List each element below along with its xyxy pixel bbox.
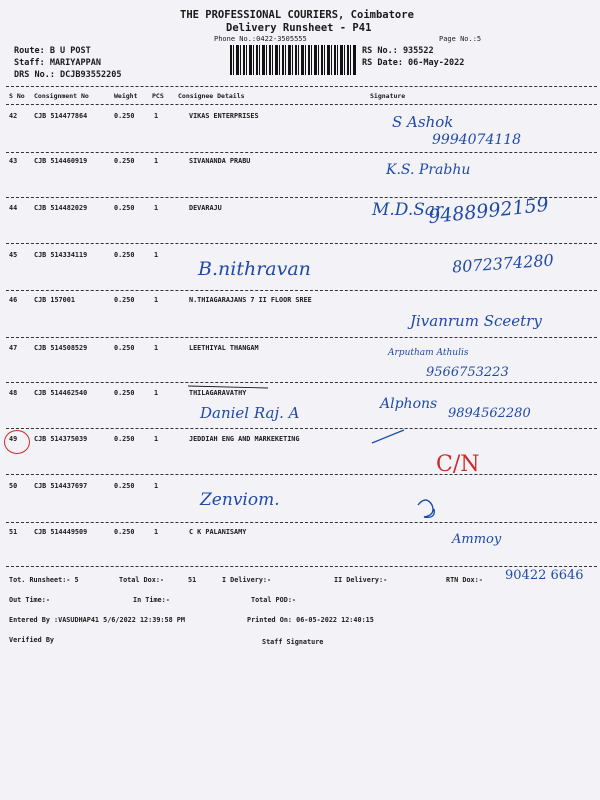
cell-weight: 0.250 [114,204,135,212]
cell-pcs: 1 [154,482,159,490]
handwritten-phone: 9488992159 [427,193,550,229]
col-consignment: Consignment No [34,92,89,100]
cell-weight: 0.250 [114,482,135,490]
cell-pcs: 1 [154,204,159,212]
cell-consignee: VIKAS ENTERPRISES [189,112,259,120]
handwritten-signature: Alphons [380,396,438,412]
rs-date: RS Date: 06-May-2022 [362,58,465,68]
staff-signature: Staff Signature [262,638,324,646]
handwritten-phone: 9894562280 [448,406,531,421]
rtn-dox: RTN Dox:- [446,576,483,584]
cell-pcs: 1 [154,344,159,352]
cell-consignment: CJB 514508529 [34,344,88,352]
cell-weight: 0.250 [114,389,135,397]
cell-consignment: CJB 514334119 [34,251,88,259]
cell-consignment: CJB 157001 [34,296,75,304]
company-name: THE PROFESSIONAL COURIERS, Coimbatore [180,9,414,21]
cell-weight: 0.250 [114,528,135,536]
handwritten-mark: C/N [436,452,480,477]
strike-line [188,386,268,388]
ii-delivery: II Delivery:- [334,576,388,584]
cell-sno: 50 [9,482,18,490]
col-pcs: PCS [152,92,164,100]
handwritten-signature: K.S. Prabhu [386,162,471,178]
handwritten-signature: Ammoy [452,532,502,547]
ink-stroke [372,430,404,443]
handwritten-signature: Jivanrum Sceetry [410,312,542,330]
ink-stroke [418,500,434,517]
col-consignee: Consignee Details [178,92,245,100]
handwritten-phone: 8072374280 [451,250,555,277]
col-sno: S No [9,92,25,100]
handwritten-phone: 9566753223 [426,365,509,380]
out-time: Out Time:- [9,596,50,604]
cell-sno: 47 [9,344,18,352]
i-delivery: I Delivery:- [222,576,272,584]
cell-weight: 0.250 [114,435,135,443]
cell-consignment: CJB 514477864 [34,112,88,120]
cell-pcs: 1 [154,528,159,536]
cell-pcs: 1 [154,389,159,397]
total-dox-value: 51 [188,576,197,584]
handwritten-signature: Zenviom. [200,490,280,510]
total-pod: Total POD:- [251,596,297,604]
cell-pcs: 1 [154,435,159,443]
col-signature: Signature [370,92,406,100]
cell-consignment: CJB 514437697 [34,482,88,490]
handwritten-signature: S Ashok [392,113,454,131]
tot-runsheet: Tot. Runsheet:- 5 [9,576,79,584]
cell-consignment: CJB 514482029 [34,204,88,212]
drs-number: DRS No.: DCJB93552205 [14,70,122,80]
cell-sno: 51 [9,528,18,536]
cell-sno: 45 [9,251,18,259]
cell-sno: 44 [9,204,18,212]
handwritten-rtn: 90422 6646 [505,568,584,583]
cell-weight: 0.250 [114,157,135,165]
verified-by: Verified By [9,636,55,644]
cell-consignment: CJB 514460919 [34,157,88,165]
page-title: Delivery Runsheet - P41 [226,22,372,34]
entered-by: Entered By :VASUDHAP41 5/6/2022 12:39:58 PM [9,616,185,624]
cell-pcs: 1 [154,251,159,259]
rs-number: RS No.: 935522 [362,46,434,56]
page-number: Page No.:5 [439,35,482,43]
handwritten-signature: Daniel Raj. A [200,404,300,422]
cell-weight: 0.250 [114,344,135,352]
cell-consignee: SIVANANDA PRABU [189,157,251,165]
cell-weight: 0.250 [114,112,135,120]
cell-consignment: CJB 514375039 [34,435,88,443]
cell-sno: 49 [9,435,18,443]
cell-consignee: N.THIAGARAJANS 7 II FLOOR SREE [189,296,312,304]
total-dox-label: Total Dox:- [119,576,165,584]
route-label: Route: B U POST [14,46,91,56]
cell-sno: 43 [9,157,18,165]
cell-pcs: 1 [154,112,159,120]
cell-sno: 46 [9,296,18,304]
printed-on: Printed On: 06-05-2022 12:40:15 [247,616,374,624]
cell-pcs: 1 [154,296,159,304]
in-time: In Time:- [133,596,170,604]
cell-consignee: LEETHIYAL THANGAM [189,344,259,352]
col-weight: Weight [114,92,138,100]
handwritten-signature: M.D.Sar [372,200,444,220]
cell-sno: 42 [9,112,18,120]
cell-consignment: CJB 514449509 [34,528,88,536]
handwritten-phone: 9994074118 [432,132,522,148]
phone-number: Phone No.:0422-3505555 [214,35,307,43]
handwritten-signature: B.nithravan [198,258,311,280]
cell-consignee: JEDDIAH ENG AND MARKEKETING [189,435,300,443]
cell-sno: 48 [9,389,18,397]
cell-consignee: C K PALANISAMY [189,528,247,536]
cell-pcs: 1 [154,157,159,165]
handwritten-signature: Arputham Athulis [388,348,469,358]
cell-consignment: CJB 514462540 [34,389,88,397]
cell-weight: 0.250 [114,251,135,259]
cell-consignee: DEVARAJU [189,204,222,212]
cell-consignee: THILAGARAVATHY [189,389,247,397]
cell-weight: 0.250 [114,296,135,304]
staff-label: Staff: MARIYAPPAN [14,58,101,68]
